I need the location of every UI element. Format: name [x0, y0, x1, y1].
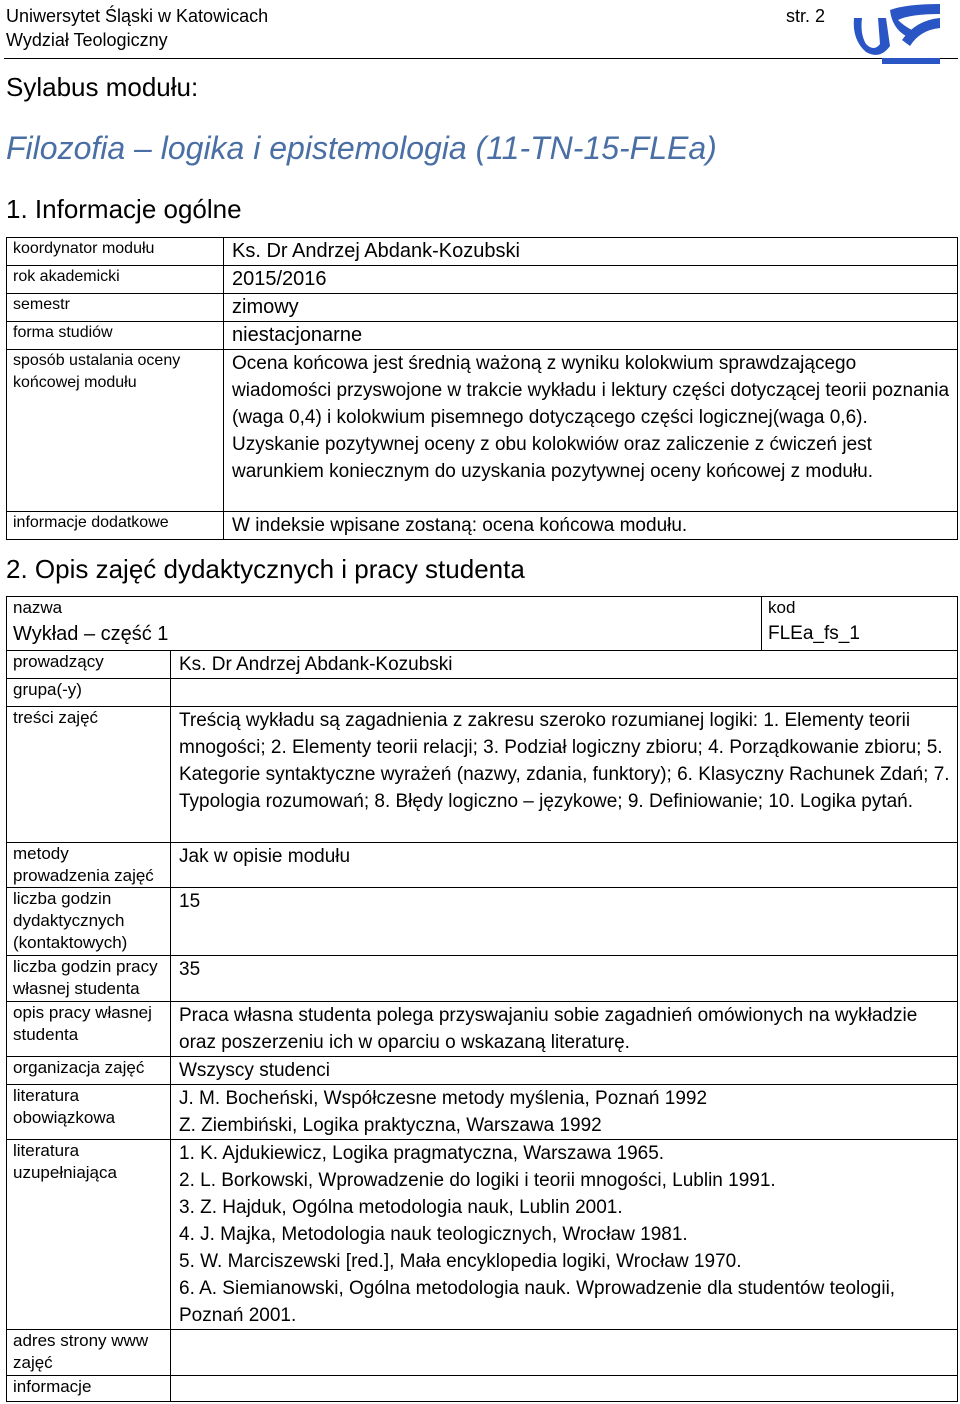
row-value: Praca własna studenta polega przyswajaniu sobie zagadnień omówionych na wykładzie oraz poszerzeniu ich w oparciu o wskazaną literaturę. [171, 1002, 958, 1057]
page-number: str. 2 [786, 6, 826, 26]
syllabus-label: Sylabus modułu: [6, 72, 199, 102]
row-value: Jak w opisie modułu [171, 843, 958, 888]
row-label: treści zajęć [7, 707, 171, 843]
code-cell [762, 597, 958, 651]
table-row [7, 266, 958, 294]
table-row [7, 1330, 958, 1376]
row-value: 35 [171, 956, 958, 1002]
general-info-table [6, 237, 958, 540]
table-row [7, 238, 958, 266]
table-row [7, 1140, 958, 1330]
section1-heading: 1. Informacje ogólne [6, 194, 242, 224]
row-value: Wszyscy studenci [171, 1057, 958, 1085]
row-label: grupa(-y) [7, 679, 171, 707]
table-row [7, 651, 958, 679]
row-value: zimowy [224, 294, 958, 322]
row-value: Ks. Dr Andrzej Abdank-Kozubski [224, 238, 958, 266]
row-label: sposób ustalania oceny końcowej modułu [7, 350, 224, 512]
grading-text-2: Uzyskanie pozytywnej oceny z obu kolokwiów oraz zaliczenie z ćwiczeń jest warunkiem koniecznym do uzyskania pozytywnej oceny końcowej z modułu. [232, 434, 874, 482]
page-header [6, 4, 268, 52]
header-divider [4, 58, 958, 59]
section2-heading: 2. Opis zajęć dydaktycznych i pracy studenta [6, 554, 525, 584]
row-value: niestacjonarne [224, 322, 958, 350]
table-row [7, 843, 958, 888]
list-item: 1. K. Ajdukiewicz, Logika pragmatyczna, Warszawa 1965. [179, 1143, 665, 1164]
required-literature-list [171, 1085, 958, 1140]
row-label: opis pracy własnej studenta [7, 1002, 171, 1057]
table-row [7, 679, 958, 707]
row-label: liczba godzin pracy własnej studenta [7, 956, 171, 1002]
row-value: 15 [171, 888, 958, 956]
list-item: 3. Z. Hajduk, Ogólna metodologia nauk, Lublin 2001. [179, 1197, 623, 1218]
row-label: organizacja zajęć [7, 1057, 171, 1085]
row-value [171, 1330, 958, 1376]
table-row [7, 512, 958, 540]
course-description-table [6, 596, 958, 1402]
row-label: literatura uzupełniająca [7, 1140, 171, 1330]
module-title: Filozofia – logika i epistemologia (11-TN-15-FLEa) [6, 130, 717, 166]
supplementary-literature-list [171, 1140, 958, 1330]
university-logo-icon [846, 0, 942, 64]
list-item: 2. L. Borkowski, Wprowadzenie do logiki i teorii mnogości, Lublin 1991. [179, 1170, 776, 1191]
code-label: kod [768, 598, 796, 617]
name-label: nazwa [13, 598, 63, 617]
table-row [7, 888, 958, 956]
row-value [171, 679, 958, 707]
row-value: Ks. Dr Andrzej Abdank-Kozubski [171, 651, 958, 679]
row-value: W indeksie wpisane zostaną: ocena końcowa modułu. [224, 512, 958, 540]
list-item: 6. A. Siemianowski, Ogólna metodologia nauk. Wprowadzenie dla studentów teologii, Poznań 2001. [179, 1278, 896, 1326]
list-item: Z. Ziembiński, Logika praktyczna, Warszawa 1992 [179, 1115, 602, 1136]
row-label: forma studiów [7, 322, 224, 350]
row-label: informacje dodatkowe [7, 512, 224, 540]
table-row [7, 322, 958, 350]
row-label: literatura obowiązkowa [7, 1085, 171, 1140]
list-item: J. M. Bocheński, Współczesne metody myślenia, Poznań 1992 [179, 1088, 708, 1109]
code-value: FLEa_fs_1 [768, 623, 860, 644]
table-row [7, 350, 958, 512]
row-label: liczba godzin dydaktycznych (kontaktowych) [7, 888, 171, 956]
row-value: Treścią wykładu są zagadnienia z zakresu szeroko rozumianej logiki: 1. Elementy teorii mnogości; 2. Elementy teorii relacji; 3. Podział logiczny zbioru; 4. Porządkowanie zbioru; 5. Kategorie syntaktyczne wyrażeń (nazwy, zdania, funktory); 6. Klasyczny Rachunek Zdań; 7. Typologia rozumowań; 8. Błędy logiczno – językowe; 9. Definiowanie; 10. Logika pytań. [171, 707, 958, 843]
name-value: Wykład – część 1 [13, 623, 169, 645]
table-row [7, 707, 958, 843]
list-item: 4. J. Majka, Metodologia nauk teologicznych, Wrocław 1981. [179, 1224, 688, 1245]
row-label: rok akademicki [7, 266, 224, 294]
faculty-name: Wydział Teologiczny [6, 30, 168, 50]
row-value: 2015/2016 [224, 266, 958, 294]
university-name: Uniwersytet Śląski w Katowicach [6, 6, 269, 26]
list-item: 5. W. Marciszewski [red.], Mała encyklopedia logiki, Wrocław 1970. [179, 1251, 742, 1272]
row-label: metody prowadzenia zajęć [7, 843, 171, 888]
table-row [7, 1085, 958, 1140]
row-label: adres strony www zajęć [7, 1330, 171, 1376]
row-label: informacje [7, 1376, 171, 1402]
name-cell [7, 597, 762, 651]
table-row [7, 1057, 958, 1085]
table-row [7, 1002, 958, 1057]
row-label: semestr [7, 294, 224, 322]
table-row [7, 956, 958, 1002]
table-row [7, 294, 958, 322]
row-label: koordynator modułu [7, 238, 224, 266]
grading-text: Ocena końcowa jest średnią ważoną z wyniku kolokwium sprawdzającego wiadomości przyswojone w trakcie wykładu i lektury części dotyczącej teorii poznania (waga 0,4) i kolokwium pisemnego dotyczącego części logicznej(waga 0,6). [232, 353, 950, 428]
table-row [7, 1376, 958, 1402]
table-row [7, 597, 958, 651]
row-value [224, 350, 958, 512]
row-value [171, 1376, 958, 1402]
row-label: prowadzący [7, 651, 171, 679]
